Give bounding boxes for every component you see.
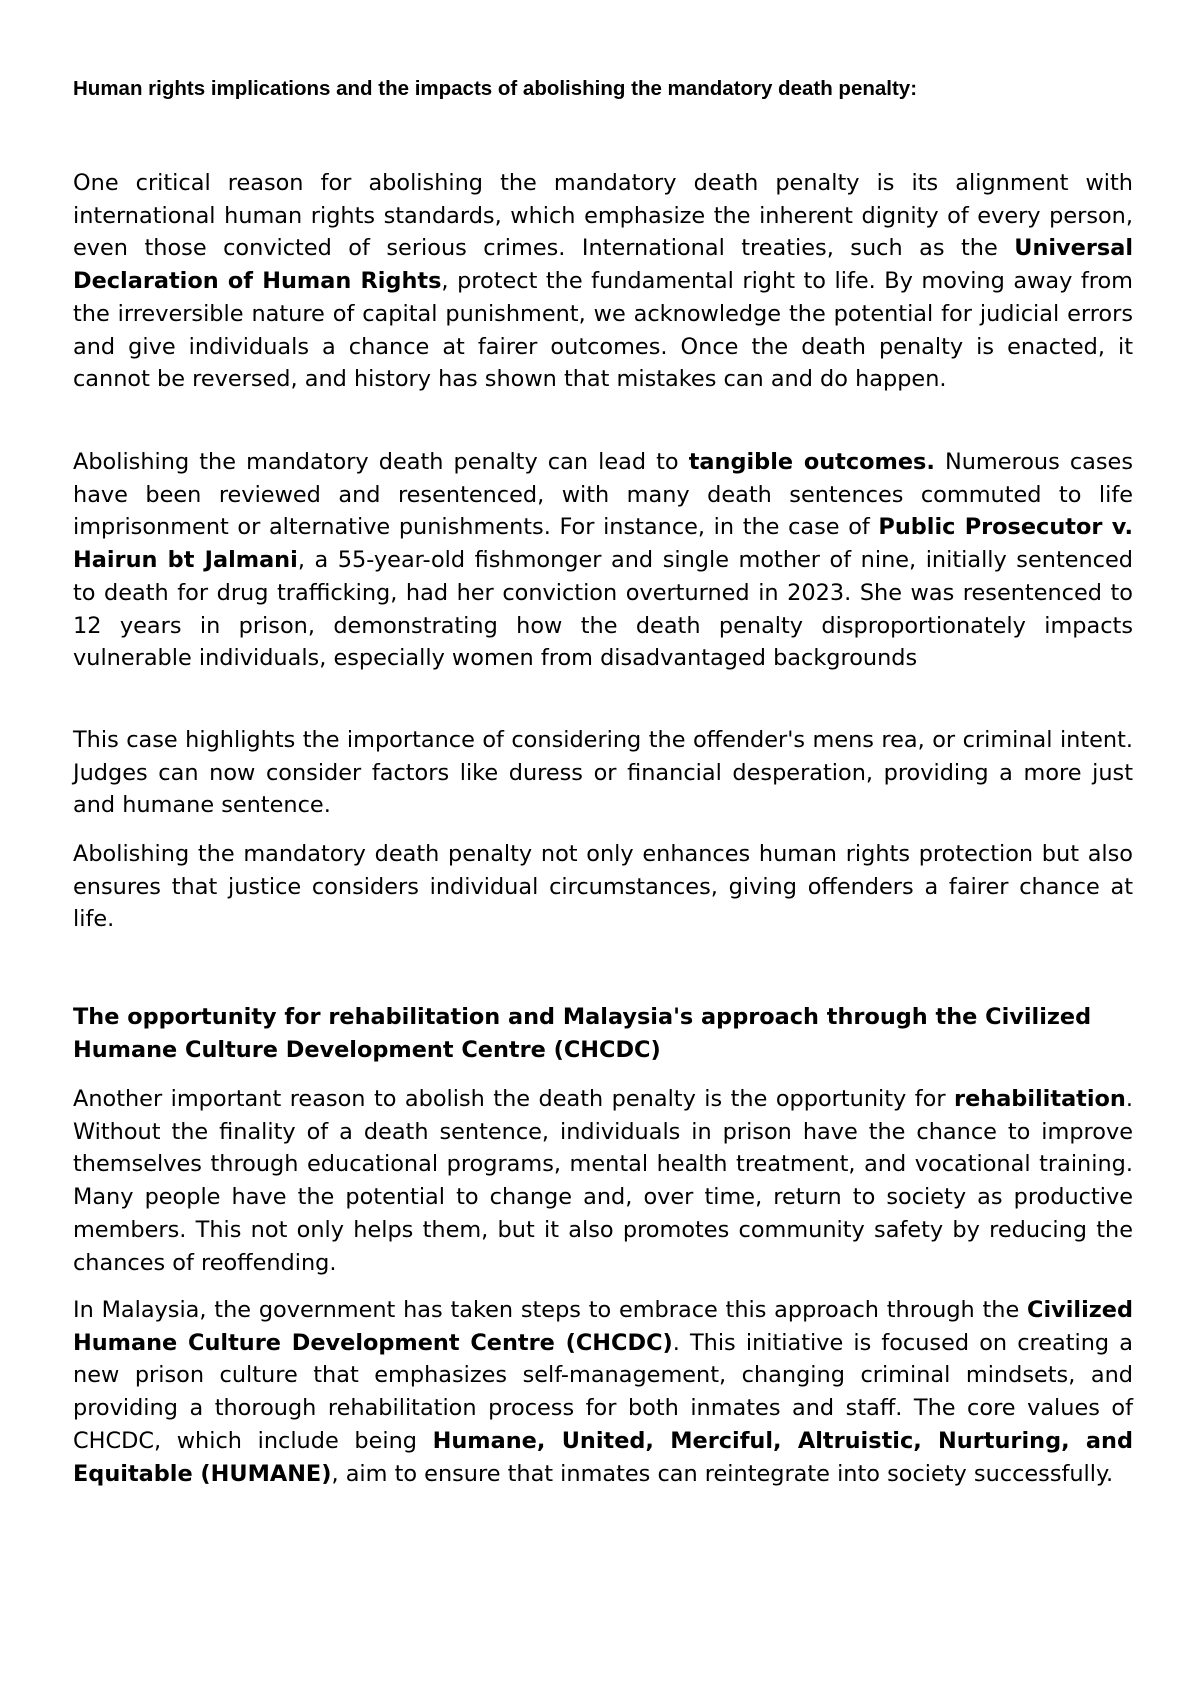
paragraph-text: In Malaysia, the government has taken steps to embrace this approach through the	[73, 1297, 1028, 1323]
paragraph-text: Another important reason to abolish the death penalty is the opportunity for	[73, 1086, 955, 1112]
bold-term: Humane, United, Merciful, Altruistic, Nurturing, and Equitable (HUMANE)	[73, 1427, 1133, 1487]
paragraph-text: One critical reason for abolishing the mandatory death penalty is its alignment with international human rights standards, which emphasize the inherent dignity of every person, even those convicted of serious crimes. International treaties, such as the	[73, 170, 1133, 262]
paragraph-text: , protect the fundamental right to life. By moving away from the irreversible nature of capital punishment, we acknowledge the potential for judicial errors and give individuals a chance at fairer outcomes. Once the death penalty is enacted, it cannot be reversed, and history has shown that mistakes can and do happen.	[73, 268, 1133, 393]
bold-term: Civilized Humane Culture Development Centre (CHCDC)	[73, 1297, 1133, 1356]
paragraph-text: Numerous cases have been reviewed and resentenced, with many death sentences commuted to life imprisonment or alternative punishments. For instance, in the case of	[73, 449, 1134, 541]
paragraph-conclusion: Abolishing the mandatory death penalty not only enhances human rights protection but also ensures that justice considers individual circumstances, giving offenders a fairer chance at life.	[73, 841, 1133, 933]
bold-term: Public Prosecutor v. Hairun bt Jalmani	[73, 514, 1133, 574]
paragraph-tangible-outcomes	[73, 446, 1133, 675]
paragraph-chcdc	[73, 1294, 1133, 1490]
paragraph-mens-rea: This case highlights the importance of considering the offender's mens rea, or criminal intent. Judges can now consider factors like duress or financial desperation, providing a more just and humane sentence.	[73, 727, 1133, 819]
section-heading: The opportunity for rehabilitation and Malaysia's approach through the Civilized Humane Culture Development Centre (CHCDC)	[73, 1004, 1092, 1063]
paragraph-text: Abolishing the mandatory death penalty can lead to	[73, 449, 689, 475]
bold-term: Universal Declaration of Human Rights	[73, 235, 1133, 295]
paragraph-rehabilitation	[73, 1083, 1133, 1279]
paragraph-text: , a 55-year-old fishmonger and single mother of nine, initially sentenced to death for drug trafficking, had her conviction overturned in 2023. She was resentenced to 12 years in prison, demonstrating how the death penalty disproportionately impacts vulnerable individuals, especially women from disadvantaged backgrounds	[73, 547, 1133, 672]
paragraph-text: . Without the finality of a death sentence, individuals in prison have the chance to improve themselves through educational programs, mental health treatment, and vocational training. Many people have the potential to change and, over time, return to society as productive members. This not only helps them, but it also promotes community safety by reducing the chances of reoffending.	[73, 1086, 1133, 1276]
bold-term: tangible outcomes.	[688, 449, 935, 475]
document-title: Human rights implications and the impacts of abolishing the mandatory death penalty:	[73, 77, 918, 100]
paragraph-text: . This initiative is focused on creating a new prison culture that emphasizes self-management, changing criminal mindsets, and providing a thorough rehabilitation process for both inmates and staff. The core values of CHCDC, which include being	[73, 1329, 1133, 1454]
paragraph-text: , aim to ensure that inmates can reintegrate into society successfully.	[331, 1460, 1114, 1487]
paragraph-human-rights	[73, 167, 1133, 396]
bold-term: rehabilitation	[954, 1086, 1126, 1112]
